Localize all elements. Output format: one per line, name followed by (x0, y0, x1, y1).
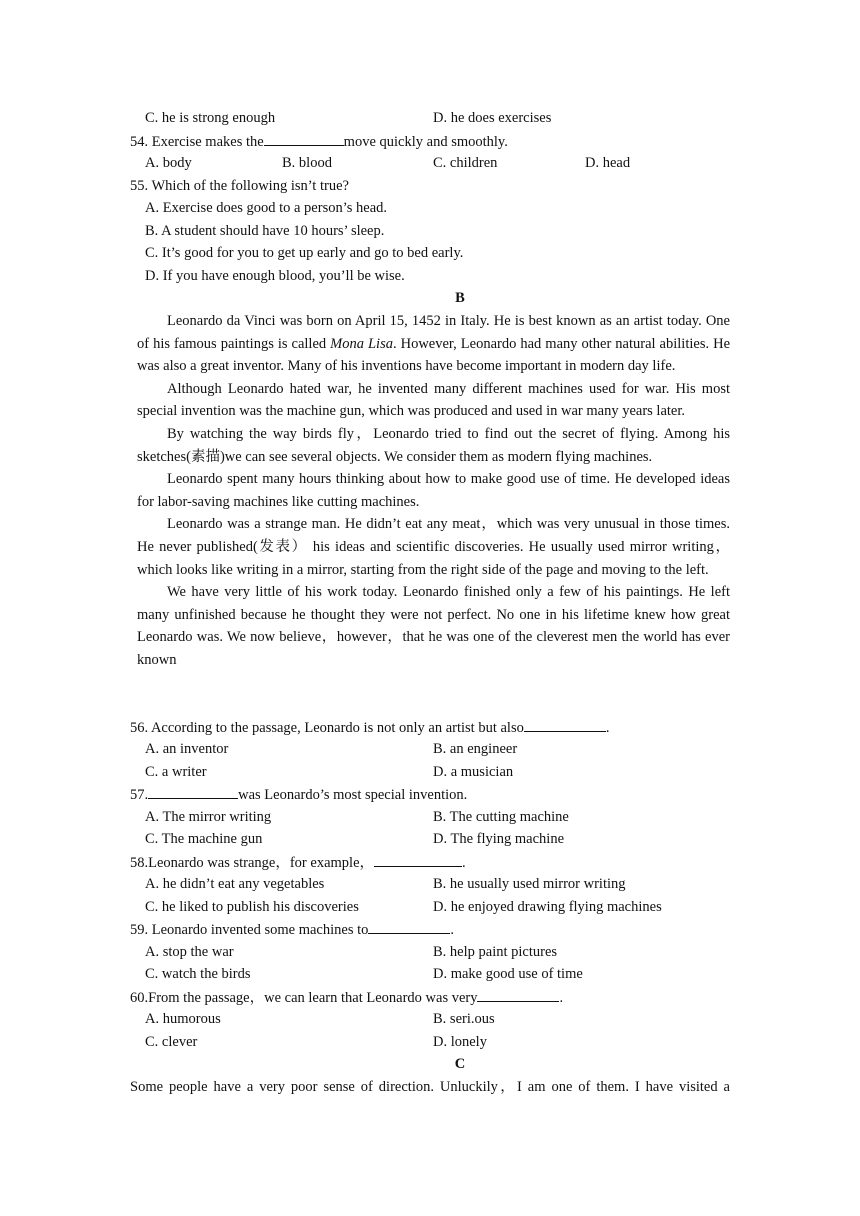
q60-option-c: C. clever (145, 1034, 198, 1050)
q54-option-b: B. blood (282, 155, 332, 171)
answer-blank (264, 131, 344, 146)
p1-text-b: . However, Leonardo had many other natural abilities. He was also a great inventor. Many of his inventions have become important in modern day life. (137, 335, 731, 375)
q54-stem-post: move quickly and smoothly. (343, 134, 508, 150)
section-b-heading: B (455, 290, 465, 306)
answer-blank (524, 717, 606, 732)
q57-option-d: D. The flying machine (433, 831, 565, 847)
q58-option-a: A. he didn’t eat any vegetables (145, 876, 325, 892)
q59-stem-pre: 59. Leonardo invented some machines to (130, 922, 369, 938)
q54-option-d: D. head (585, 155, 631, 171)
q59-option-b: B. help paint pictures (433, 944, 558, 960)
q56-option-d: D. a musician (433, 764, 514, 780)
q60-option-a: A. humorous (145, 1011, 221, 1027)
passage-paragraph-2: Although Leonardo hated war, he invented many different machines used for war. His most special invention was the machine gun, which was produced and used in war many years later. (137, 380, 730, 420)
q60-stem (130, 987, 563, 1008)
q59-stem (130, 919, 454, 940)
q59-option-a: A. stop the war (145, 944, 234, 960)
passage-paragraph-1 (137, 310, 730, 378)
section-b-passage (137, 310, 730, 672)
q58-option-b: B. he usually used mirror writing (433, 876, 626, 892)
q55-stem: 55. Which of the following isn’t true? (130, 178, 349, 194)
answer-blank (374, 852, 462, 867)
q58-option-d: D. he enjoyed drawing flying machines (433, 899, 662, 915)
q55-option-d: D. If you have enough blood, you’ll be wise. (145, 268, 405, 284)
q54-stem-pre: 54. Exercise makes the (130, 134, 264, 150)
q56-stem-post: . (605, 720, 610, 736)
q60-stem-pre: 60.From the passage，we can learn that Leonardo was very (130, 990, 478, 1006)
answer-blank (368, 919, 450, 934)
q55-option-b: B. A student should have 10 hours’ sleep. (145, 223, 385, 239)
q53-option-c: C. he is strong enough (145, 110, 276, 126)
q57-stem-pre: 57. (130, 787, 149, 803)
q54-option-a: A. body (145, 155, 192, 171)
q60-stem-post: . (559, 990, 564, 1006)
q57-stem (130, 784, 467, 805)
q60-option-d: D. lonely (433, 1034, 487, 1050)
q57-option-a: A. The mirror writing (145, 809, 272, 825)
q60-option-b: B. seri.ous (433, 1011, 495, 1027)
p1-text-a: Leonardo da Vinci was born on April 15, 1452 in Italy. He is best known as an artist today. One of his famous paintings is called (137, 313, 730, 352)
q57-option-c: C. The machine gun (145, 831, 263, 847)
q58-option-c: C. he liked to publish his discoveries (145, 899, 359, 915)
q59-stem-post: . (450, 922, 455, 938)
q53-option-d: D. he does exercises (433, 110, 552, 126)
q56-option-b: B. an engineer (433, 741, 518, 757)
q56-option-c: C. a writer (145, 764, 207, 780)
q59-option-c: C. watch the birds (145, 966, 251, 982)
q56-option-a: A. an inventor (145, 741, 229, 757)
answer-blank (477, 987, 559, 1002)
section-c-heading: C (454, 1056, 466, 1072)
q55-option-a: A. Exercise does good to a person’s head. (145, 200, 388, 216)
q57-option-b: B. The cutting machine (433, 809, 569, 825)
answer-blank (148, 784, 238, 799)
passage-paragraph-5: Leonardo was a strange man. He didn’t eat any meat，which was very unusual in those times. He never published(发表） his ideas and scientific discoveries. He usually used mirror writing，which looks like writing in a mirror, starting from the right side of the page and moving to the left. (137, 516, 730, 578)
q55-option-c: C. It’s good for you to get up early and go to bed early. (145, 245, 464, 261)
q56-stem-pre: 56. According to the passage, Leonardo is not only an artist but also (130, 720, 524, 736)
q58-stem-pre: 58.Leonardo was strange，for example， (130, 855, 375, 871)
q58-stem (130, 852, 466, 873)
passage-paragraph-3: By watching the way birds fly，Leonardo tried to find out the secret of flying. Among his sketches(素描)we can see several objects. We consider them as modern flying machines. (137, 425, 730, 465)
q54-stem (130, 131, 508, 152)
q59-option-d: D. make good use of time (433, 966, 583, 982)
painting-title: Mona Lisa (330, 335, 393, 352)
passage-paragraph-6: We have very little of his work today. Leonardo finished only a few of his paintings. He left many unfinished because he thought they were not perfect. No one in his lifetime knew how great Leonardo was. We now believe，however，that he was one of the cleverest men the world has ever known (137, 584, 730, 668)
q54-option-c: C. children (433, 155, 498, 171)
q57-stem-post: was Leonardo’s most special invention. (238, 787, 468, 803)
section-c-first-line: Some people have a very poor sense of direction. Unluckily，I am one of them. I have visited a (130, 1079, 730, 1095)
q56-stem (130, 717, 609, 738)
q58-stem-post: . (462, 855, 466, 871)
passage-paragraph-4: Leonardo spent many hours thinking about how to make good use of time. He developed ideas for labor-saving machines like cutting machines. (137, 471, 730, 510)
